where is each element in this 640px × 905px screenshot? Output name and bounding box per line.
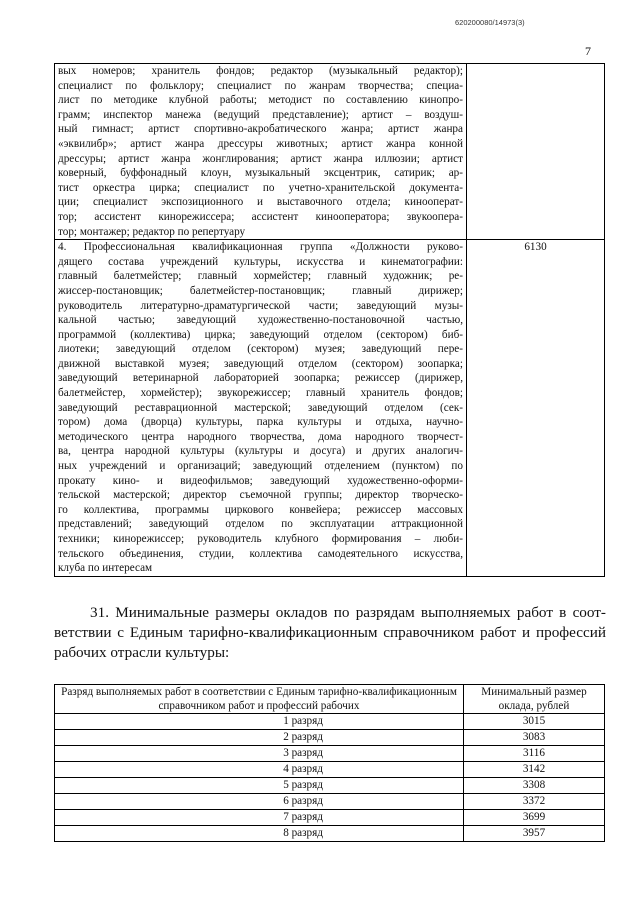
text-line: прокату кино- и видеофильмов; заведующий художественно-оформи- xyxy=(58,474,463,487)
text-line: тор; монтажер; редактор по репертуару xyxy=(58,225,246,238)
amount-cell: 3308 xyxy=(464,778,605,794)
text-line: кальной частью; заведующий художественно-постановочной частью, xyxy=(58,314,463,327)
text-line: лиотеки; заведующий отделом (сектором) музея; заведующий пере- xyxy=(58,343,463,356)
text-line: балетмейстер, хормейстер); звукорежиссер; главный хранитель фондов; xyxy=(58,387,463,400)
text-line: коверный, буффонадный клоун, музыкальный эксцентрик, сатирик; ар- xyxy=(58,167,463,180)
paragraph-line: ветствии с Единым тарифно-квалификационным справочником работ и профессий xyxy=(54,624,606,641)
table-row xyxy=(55,730,605,746)
text-line: клуба по интересам xyxy=(58,562,153,575)
text-line: руководитель литературно-драматургической части; заведующий музы- xyxy=(58,299,463,312)
worker-grade-salary-table xyxy=(54,684,605,842)
salary-cell xyxy=(467,64,605,240)
text-line: техники; кинорежиссер; руководитель клубного формирования – люби- xyxy=(58,533,463,545)
text-line: вых номеров; хранитель фондов; редактор (музыкальный редактор); xyxy=(58,65,463,77)
grade-cell: 6 разряд xyxy=(55,794,464,810)
text-line: ный гимнаст; артист спортивно-акробатического жанра; артист жанра xyxy=(58,123,463,136)
table-row xyxy=(55,794,605,810)
text-line: специалист по фольклору; специалист по жанрам творчества; специа- xyxy=(58,79,463,92)
grade-cell: 5 разряд xyxy=(55,778,464,794)
grade-column-header: Разряд выполняемых работ в соответствии с Единым тарифно-квалификационным справочником работ и профессий рабочих xyxy=(55,685,464,714)
text-line: заведующий ветеринарной лабораторией зоопарка; режиссер (дирижер, xyxy=(58,372,463,385)
text-line: дрессуры; артист жанра жонглирования; артист жанра иллюзии; артист xyxy=(58,152,463,165)
amount-cell: 3372 xyxy=(464,794,605,810)
page-number: 7 xyxy=(585,44,591,58)
text-line: тельского объединения, студии, коллектива самодеятельного искусства, xyxy=(58,547,463,560)
text-line: главный балетмейстер; главный хормейстер; главный художник; ре- xyxy=(58,270,463,283)
text-line: ных учреждений и организаций; заведующий отделением (пунктом) по xyxy=(58,460,463,473)
amount-cell: 3083 xyxy=(464,730,605,746)
text-line: ции; специалист экспозиционного и выставочного отдела; кинооперат- xyxy=(58,196,463,209)
text-line: 4. Профессиональная квалификационная группа «Должности руково- xyxy=(58,241,463,254)
text-line: «эквилибр»; артист жанра дрессуры животных; артист жанра конной xyxy=(58,137,463,150)
paragraph-line: рабочих отрасли культуры: xyxy=(54,644,230,661)
text-line: жиссер-постановщик; балетмейстер-постановщик; главный дирижер; xyxy=(58,284,463,297)
text-line: лист по методике клубной работы; методист по составлению кинопро- xyxy=(58,94,463,107)
salary-column-header: Минимальный размер оклада, рублей xyxy=(464,685,605,714)
text-line: тором) дома (дворца) культуры, парка культуры и отдыха, научно- xyxy=(58,416,463,429)
text-line: грамм; инспектор манежа (ведущий представление); артист – воздуш- xyxy=(58,108,463,121)
document-code: 620200080/14973(3) xyxy=(455,18,525,27)
table-row xyxy=(55,746,605,762)
text-line: заведующий реставрационной мастерской; заведующий отделом (сек- xyxy=(58,401,463,414)
table-row xyxy=(55,714,605,730)
amount-cell: 3015 xyxy=(464,714,605,730)
text-line: дящего состава учреждений культуры, искусства и кинематографии: xyxy=(58,255,463,268)
text-line: тельской мастерской; директор съемочной группы; директор творческо- xyxy=(58,489,463,502)
amount-cell: 3116 xyxy=(464,746,605,762)
grade-cell: 2 разряд xyxy=(55,730,464,746)
amount-cell: 3957 xyxy=(464,826,605,842)
grade-cell: 1 разряд xyxy=(55,714,464,730)
positions-table xyxy=(54,63,605,577)
text-line: ва, центра народной культуры (культуры и досуга) и других аналогич- xyxy=(58,445,463,458)
positions-list-cell xyxy=(55,64,467,240)
amount-cell: 3699 xyxy=(464,810,605,826)
text-line: программой (коллектива) цирка; заведующий отделом (сектором) биб- xyxy=(58,328,463,341)
table-header-row xyxy=(55,685,605,714)
table-row xyxy=(55,64,605,240)
salary-cell: 6130 xyxy=(467,240,605,577)
table-row xyxy=(55,826,605,842)
table-row xyxy=(55,778,605,794)
text-line: движной выставкой музея; заведующий отделом (сектором) зоопарка; xyxy=(58,357,463,370)
section-31-paragraph xyxy=(54,603,606,663)
positions-list-cell xyxy=(55,240,467,577)
grade-cell: 4 разряд xyxy=(55,762,464,778)
grade-cell: 3 разряд xyxy=(55,746,464,762)
table-row xyxy=(55,810,605,826)
text-line: тист оркестра цирка; специалист по учетно-хранительской документа- xyxy=(58,181,463,194)
text-line: методического центра народного творчества, дома народного творчест- xyxy=(58,430,463,443)
table-row xyxy=(55,240,605,577)
grade-cell: 7 разряд xyxy=(55,810,464,826)
amount-cell: 3142 xyxy=(464,762,605,778)
grade-cell: 8 разряд xyxy=(55,826,464,842)
text-line: тор; ассистент кинорежиссера; ассистент кинооператора; звукоопера- xyxy=(58,210,463,223)
paragraph-line: 31. Минимальные размеры окладов по разрядам выполняемых работ в соот- xyxy=(90,604,606,621)
table-row xyxy=(55,762,605,778)
text-line: представлений; заведующий отделом по эксплуатации аттракционной xyxy=(58,518,463,531)
text-line: го коллектива, программы циркового конвейера; режиссер массовых xyxy=(58,503,463,516)
